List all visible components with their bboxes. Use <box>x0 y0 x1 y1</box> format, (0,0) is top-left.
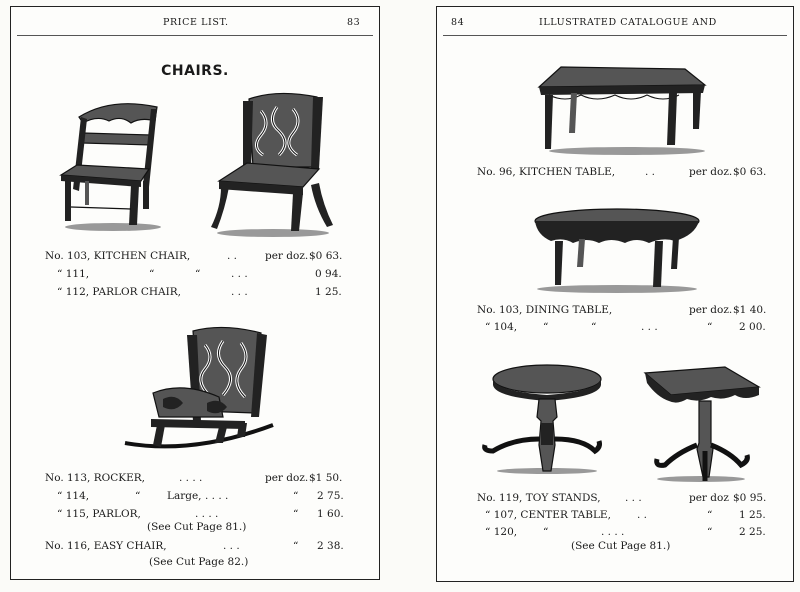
running-header-title: ILLUSTRATED CATALOGUE AND <box>539 17 717 28</box>
header-rule <box>443 35 787 36</box>
right-page: 84 ILLUSTRATED CATALOGUE AND No. 96, KITCHEN TABLE, . . per doz. $0 63. No. 103, DINING TABLE, per doz. $1 40. “ 104, “ “ . . . “ 2 00. No. 119, TOY STANDS, . . . per doz $0 95. “ 107, CENTER TABLE, . . “ 1 25. “ 120, “ . . . . “ 2 25. (See Cut Page 81.) <box>436 6 794 582</box>
page-number: 84 <box>451 17 465 28</box>
header-rule <box>17 35 373 36</box>
page-number: 83 <box>347 17 361 28</box>
left-page: PRICE LIST. 83 CHAIRS. No. 103, KITCHEN CHAIR, . . per doz. $0 63. “ 111, “ “ . . . 0 94. “ 112, PARLOR CHAIR, . . . 1 25. No. 113, ROCKER, . . . . per doz. $1 50. “ 114, “ Large, . . . . “ 2 75. “ 115, PARLOR, . . . . “ 1 60. (See Cut Page 81.) No. 116, EASY CHAIR, . . . “ 2 38. (See Cut Page 82.) <box>10 6 380 580</box>
see-cut-note: (See Cut Page 81.) <box>147 521 247 533</box>
page-gutter <box>382 0 434 592</box>
see-cut-note: (See Cut Page 81.) <box>571 540 671 552</box>
center-table-illustration <box>641 361 759 487</box>
section-title: CHAIRS. <box>161 63 229 79</box>
toy-stand-illustration <box>473 359 609 477</box>
kitchen-chair-illustration <box>51 87 171 235</box>
running-header-title: PRICE LIST. <box>163 17 229 28</box>
see-cut-note: (See Cut Page 82.) <box>149 556 249 568</box>
kitchen-table-illustration <box>535 63 707 159</box>
dining-table-illustration <box>533 207 701 297</box>
rocker-illustration <box>123 325 283 457</box>
parlor-chair-illustration <box>207 89 339 239</box>
